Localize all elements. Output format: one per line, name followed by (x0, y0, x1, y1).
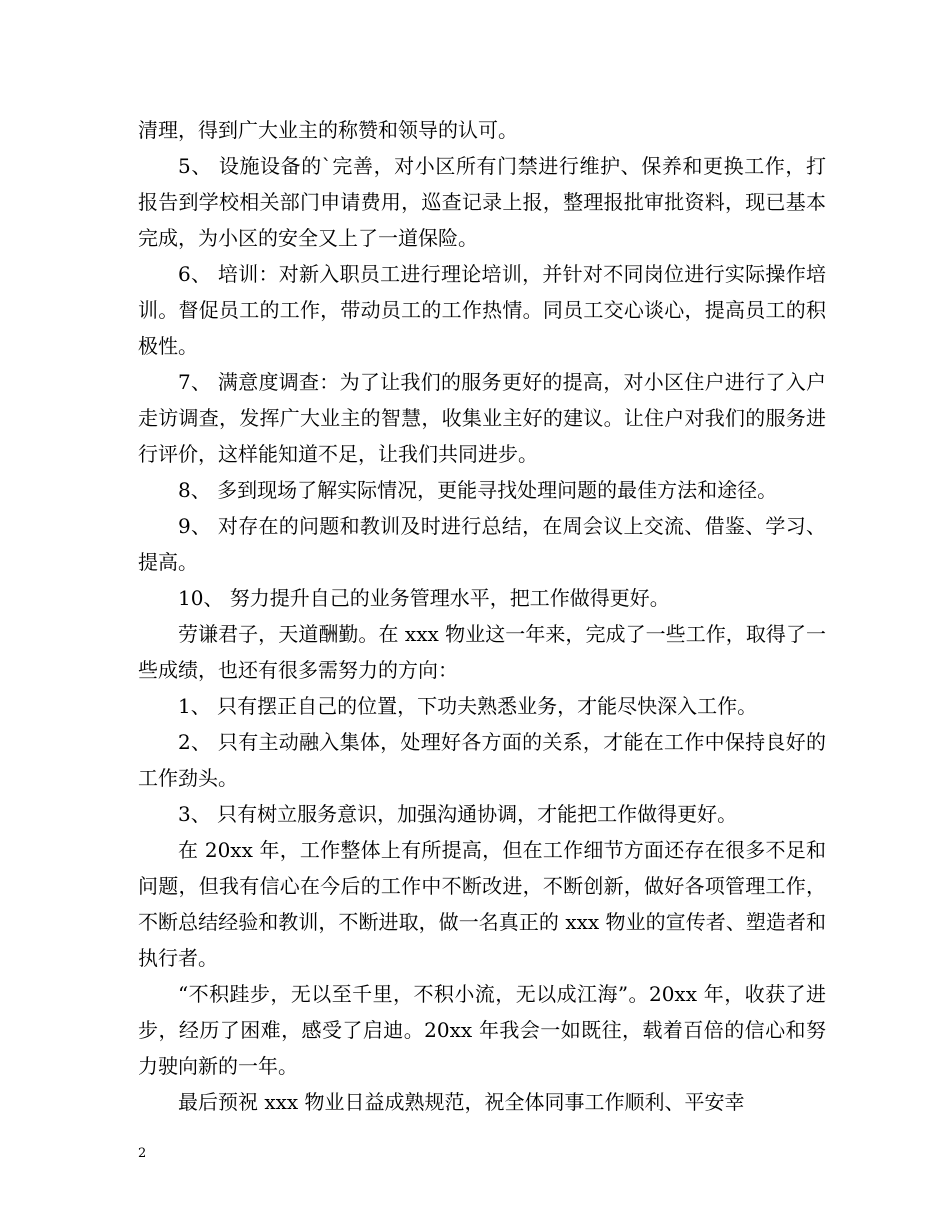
paragraph-summary-intro: 劳谦君子，天道酬勤。在 xxx 物业这一年来，完成了一些工作，取得了一些成绩，也还有很多需努力的方向： (138, 622, 826, 682)
paragraph-continuation: 清理，得到广大业主的称赞和领导的认可。 (138, 118, 518, 142)
paragraph-lesson-2: 2、 只有主动融入集体，处理好各方面的关系，才能在工作中保持良好的工作劲头。 (138, 730, 826, 790)
paragraph-closing: 最后预祝 xxx 物业日益成熟规范，祝全体同事工作顺利、平安幸 (178, 1090, 745, 1114)
paragraph-item-10: 10、 努力提升自己的业务管理水平，把工作做得更好。 (178, 586, 670, 610)
document-body (138, 112, 826, 1120)
paragraph-item-6: 6、 培训：对新入职员工进行理论培训，并针对不同岗位进行实际操作培训。督促员工的工作，带动员工的工作热情。同员工交心谈心，提高员工的积极性。 (138, 262, 826, 358)
paragraph-item-9: 9、 对存在的问题和教训及时进行总结，在周会议上交流、借鉴、学习、提高。 (138, 514, 826, 574)
paragraph-item-8: 8、 多到现场了解实际情况，更能寻找处理问题的最佳方法和途径。 (178, 478, 778, 502)
paragraph-lesson-3: 3、 只有树立服务意识，加强沟通协调，才能把工作做得更好。 (178, 802, 738, 826)
paragraph-item-5: 5、 设施设备的`完善，对小区所有门禁进行维护、保养和更换工作，打报告到学校相关部门申请费用，巡查记录上报，整理报批审批资料，现已基本完成，为小区的安全又上了一道保险。 (138, 154, 826, 250)
paragraph-item-7: 7、 满意度调查：为了让我们的服务更好的提高，对小区住户进行了入户走访调查，发挥广大业主的智慧，收集业主好的建议。让住户对我们的服务进行评价，这样能知道不足，让我们共同进步。 (138, 370, 826, 466)
paragraph-lesson-1: 1、 只有摆正自己的位置，下功夫熟悉业务，才能尽快深入工作。 (178, 694, 758, 718)
paragraph-quote: “不积跬步，无以至千里，不积小流，无以成江海”。20xx 年，收获了进步，经历了困难，感受了启迪。20xx 年我会一如既往，载着百倍的信心和努力驶向新的一年。 (138, 982, 826, 1078)
page-number: 2 (138, 1146, 147, 1161)
paragraph-outlook: 在 20xx 年，工作整体上有所提高，但在工作细节方面还存在很多不足和问题，但我有信心在今后的工作中不断改进，不断创新，做好各项管理工作，不断总结经验和教训，不断进取，做一名真正的 xxx 物业的宣传者、塑造者和执行者。 (138, 838, 826, 970)
